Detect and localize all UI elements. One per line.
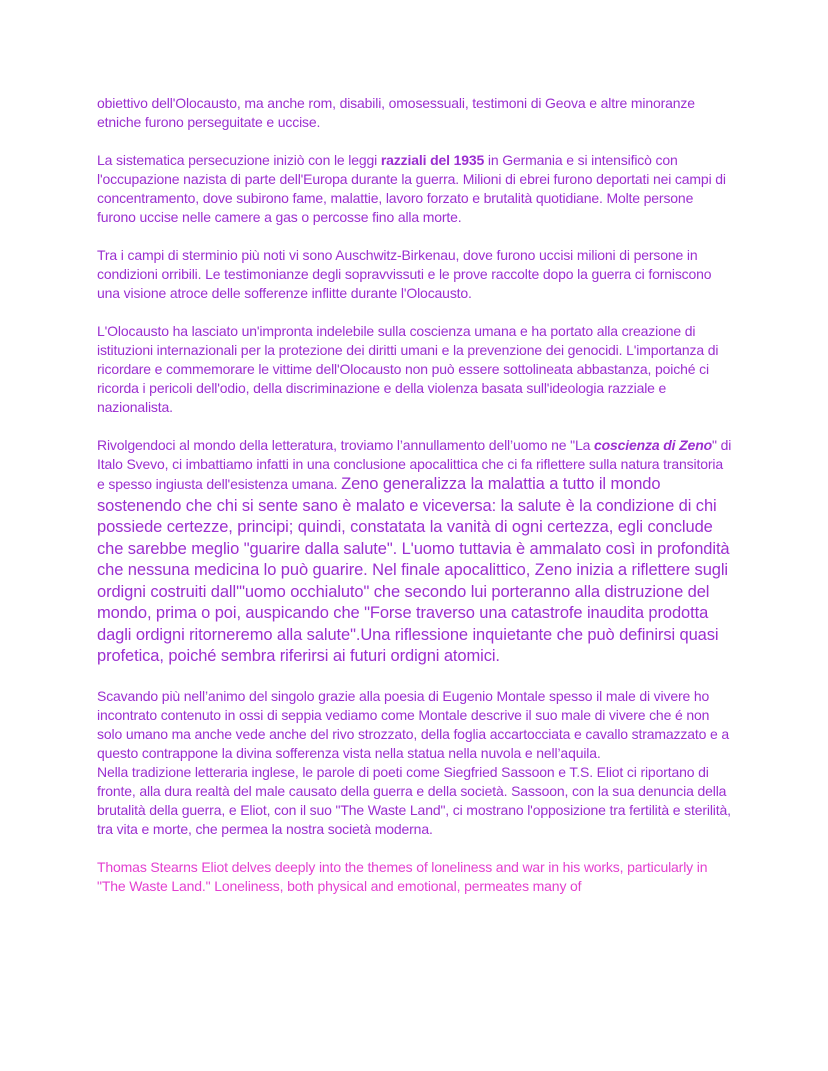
paragraph-spacer (97, 132, 733, 151)
zeno-title-bold-italic: coscienza di Zeno (593, 437, 713, 453)
svevo-text-start: Rivolgendoci al mondo della letteratura, troviamo l’annullamento dell’uomo ne "La (97, 437, 594, 453)
persecution-text-end: in Germania e si intensificò con l'occupazione nazista di parte dell'Europa durante la guerra. Milioni di ebrei furono deportati nei campi di concentramento, dove subirono fame, malattie, lavoro forzato e brutalità quotidiane. Molte persone furono uccise nelle camere a gas o percosse fino alla morte. (97, 152, 726, 225)
racial-laws-bold: razziali del 1935 (380, 152, 485, 168)
paragraph-holocaust-victims: obiettivo dell'Olocausto, ma anche rom, disabili, omosessuali, testimoni di Geova e altre minoranze etniche furono perseguitate e uccise. (97, 95, 695, 130)
paragraph-spacer (97, 668, 733, 687)
paragraph-spacer (97, 417, 733, 436)
zeno-analysis-large-text: Zeno generalizza la malattia a tutto il mondo sostenendo che chi si sente sano è malato e viceversa: la salute è la condizione di chi possiede certezze, principi; quindi, constatata la vanità di ogni certezza, egli conclude che sarebbe meglio "guarire dalla salute". L'uomo tuttavia è ammalato così in profondità che nessuna medicina lo può guarire. Nel finale apocalittico, Zeno inizia a riflettere sugli ordigni costruiti dall'"uomo occhialuto" che secondo lui porteranno alla distruzione del mondo, prima o poi, auspicando che "Forse traverso una catastrofe inaudita prodotta dagli ordigni ritorneremo alla salute".Una riflessione inquietante che può definirsi quasi profetica, poiché sembra riferirsi ai futuri ordigni atomici. (97, 475, 730, 665)
paragraph-eliot-english: Thomas Stearns Eliot delves deeply into the themes of loneliness and war in his works, particularly in "The Waste Land." Loneliness, both physical and emotional, permeates many of (97, 858, 708, 894)
persecution-text-start: La sistematica persecuzione iniziò con le leggi (97, 152, 381, 168)
paragraph-english-tradition: Nella tradizione letteraria inglese, le parole di poeti come Siegfried Sassoon e T.S. Eliot ci riportano di fronte, alla dura realtà del male causato della guerra e della società. Sassoon, con la sua denuncia della brutalità della guerra, e Eliot, con il suo "The Waste Land", ci mostrano l'opposizione tra fertilità e sterilità, tra vita e morte, che permea la nostra società moderna. (97, 763, 731, 837)
paragraph-extermination-camps: Tra i campi di sterminio più noti vi sono Auschwitz-Birkenau, dove furono uccisi milioni di persone in condizioni orribili. Le testimonianze degli sopravvissuti e le prove raccolte dopo la guerra ci forniscono una visione atroce delle sofferenze inflitte durante l'Olocausto. (97, 247, 712, 301)
paragraph-montale: Scavando più nell’animo del singolo grazie alla poesia di Eugenio Montale spesso il male di vivere ho incontrato contenuto in ossi di seppia vediamo come Montale descrive il suo male di vivere che é non solo umano ma anche vede anche del rivo strozzato, della foglia accartocciata e cavallo stramazzato e a questo contrappone la divina sofferenza vista nella statua nella nuvola e nell’aquila. (97, 687, 730, 761)
document-body (97, 94, 733, 896)
paragraph-spacer (97, 839, 733, 858)
paragraph-spacer (97, 303, 733, 322)
paragraph-svevo-zeno (97, 436, 733, 668)
svevo-text-middle: " di Italo Svevo, ci imbattiamo infatti in una conclusione apocalittica che ci fa riflettere sulla natura transitoria e spesso ingiusta dell'esistenza umana. (97, 437, 732, 492)
paragraph-persecution (97, 151, 733, 227)
paragraph-holocaust-legacy: L'Olocausto ha lasciato un'impronta indelebile sulla coscienza umana e ha portato alla creazione di istituzioni internazionali per la protezione dei diritti umani e la prevenzione dei genocidi. L'importanza di ricordare e commemorare le vittime dell'Olocausto non può essere sottolineata abbastanza, poiché ci ricorda i pericoli dell'odio, della discriminazione e della violenza basata sull'ideologia razziale e nazionalista. (97, 323, 719, 415)
paragraph-spacer (97, 227, 733, 246)
